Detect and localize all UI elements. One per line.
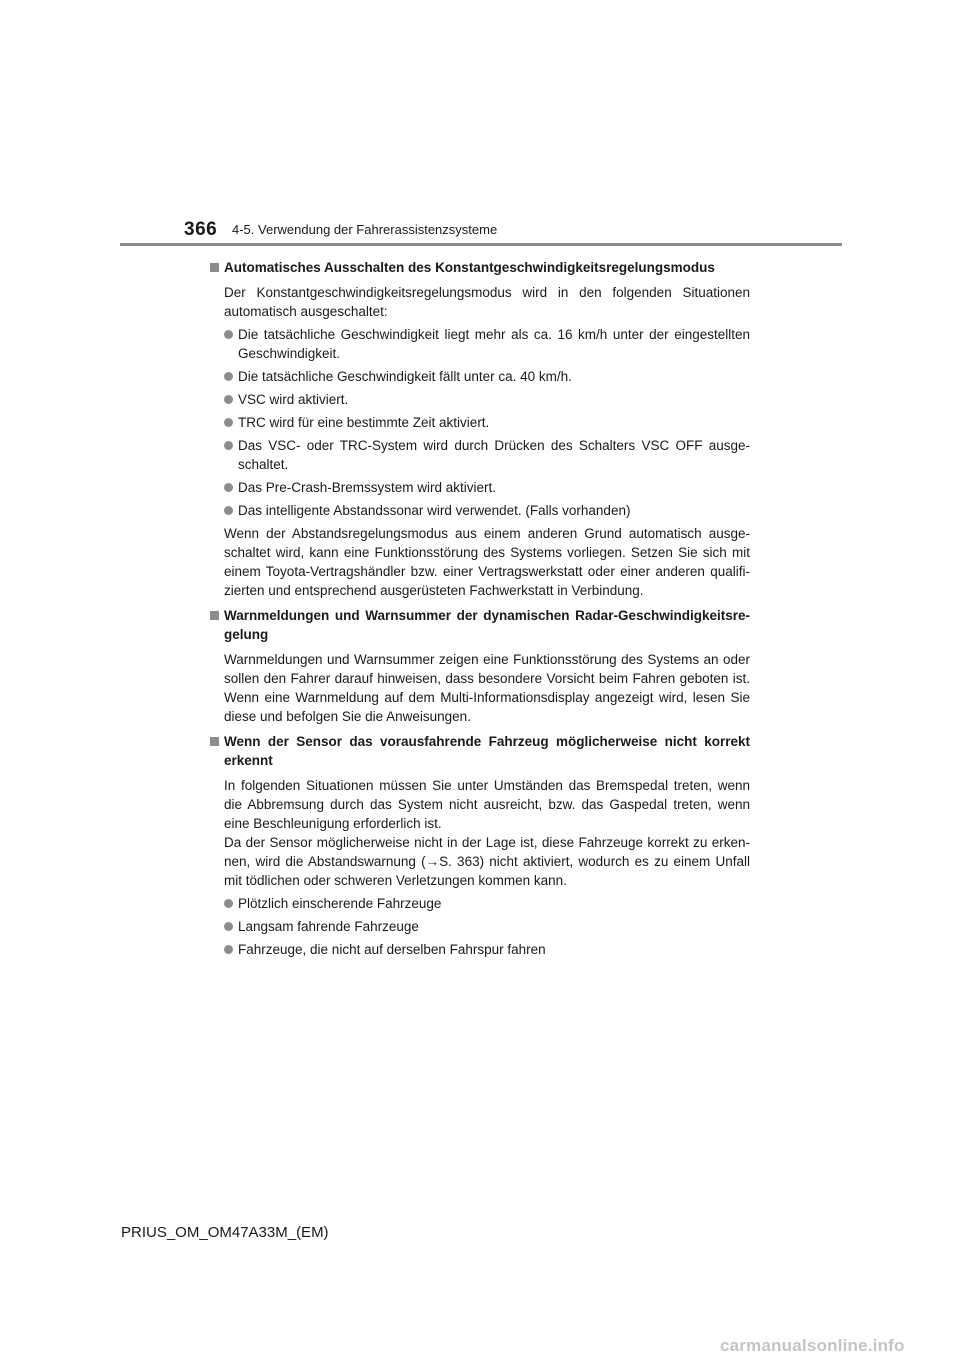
list-item (210, 894, 750, 913)
list-item-text: VSC wird aktiviert. (238, 392, 349, 407)
list-item-text: Das VSC- oder TRC-System wird durch Drücken des Schalters VSC OFF ausgeschaltet. (238, 438, 750, 472)
list-item (210, 367, 750, 386)
circle-bullet-icon (224, 372, 233, 381)
list-item (210, 917, 750, 936)
page-content (210, 252, 750, 963)
list-item (210, 436, 750, 474)
section-intro-continued: Da der Sensor möglicherweise nicht in der Lage ist, diese Fahrzeuge korrekt zu erkennen, wird die Abstandswarnung (→S. 363) nicht aktiviert, wodurch es zu einem Unfall mit tödlichen oder schweren Verletzungen kommen kann. (224, 835, 750, 888)
circle-bullet-icon (224, 922, 233, 931)
square-bullet-icon (210, 263, 219, 272)
list-item (210, 478, 750, 497)
circle-bullet-icon (224, 506, 233, 515)
section-intro: In folgenden Situationen müssen Sie unter Umständen das Bremspedal treten, wenn die Abbremsung durch das System nicht ausreicht, bzw. das Gaspedal treten, wenn eine Beschleunigung erforderlich ist. (224, 778, 750, 831)
list-item (210, 390, 750, 409)
list-item-text: Die tatsächliche Geschwindigkeit fällt unter ca. 40 km/h. (238, 369, 572, 384)
list-item-text: Plötzlich einscherende Fahrzeuge (238, 896, 442, 911)
circle-bullet-icon (224, 330, 233, 339)
list-item (210, 501, 750, 520)
list-item-text: Die tatsächliche Geschwindigkeit liegt mehr als ca. 16 km/h unter der eingestellten Geschwindigkeit. (238, 327, 750, 361)
list-item (210, 325, 750, 363)
circle-bullet-icon (224, 483, 233, 492)
section-intro: Der Konstantgeschwindigkeitsregelungsmodus wird in den folgenden Situationen automatisch ausgeschaltet: (224, 285, 750, 319)
square-bullet-icon (210, 611, 219, 620)
page-number: 366 (184, 219, 218, 240)
header-divider (120, 243, 842, 246)
circle-bullet-icon (224, 441, 233, 450)
section-heading-auto-off (210, 258, 750, 277)
list-item-text: Das intelligente Abstandssonar wird verwendet. (Falls vorhanden) (238, 503, 631, 518)
list-item-text: Das Pre-Crash-Bremssystem wird aktiviert. (238, 480, 497, 495)
list-item-text: Langsam fahrende Fahrzeuge (238, 919, 419, 934)
watermark: carmanualsonline.info (720, 1336, 905, 1355)
section-intro: Warnmeldungen und Warnsummer zeigen eine Funktionsstörung des Systems an oder sollen den Fahrer darauf hinweisen, dass besondere Vorsicht beim Fahren geboten ist. Wenn eine Warnmeldung auf dem Multi-Informationsdisplay angezeigt wird, lesen Sie diese und befolgen Sie die Anweisungen. (224, 652, 750, 724)
list-item (210, 940, 750, 959)
circle-bullet-icon (224, 945, 233, 954)
section-outro: Wenn der Abstandsregelungsmodus aus einem anderen Grund automatisch ausgeschaltet wird, kann eine Funktionsstörung des Systems vorliegen. Setzen Sie sich mit einem Toyota-Vertragshändler bzw. einer Vertragswerkstatt oder einer anderen qualifizierten und entsprechend ausgerüsteten Fachwerkstatt in Verbindung. (224, 526, 750, 598)
list-item-text: TRC wird für eine bestimmte Zeit aktiviert. (238, 415, 490, 430)
section-heading-text: Automatisches Ausschalten des Konstantgeschwindigkeitsregelungsmodus (224, 260, 715, 275)
circle-bullet-icon (224, 899, 233, 908)
circle-bullet-icon (224, 395, 233, 404)
chapter-title: 4-5. Verwendung der Fahrerassistenzsysteme (232, 222, 498, 237)
circle-bullet-icon (224, 418, 233, 427)
section-heading-text: Warnmeldungen und Warnsummer der dynamischen Radar-Geschwindigkeitsregelung (224, 608, 750, 642)
section-heading-text: Wenn der Sensor das vorausfahrende Fahrzeug möglicherweise nicht korrekt erkennt (224, 734, 750, 768)
list-item (210, 413, 750, 432)
square-bullet-icon (210, 737, 219, 746)
document-code: PRIUS_OM_OM47A33M_(EM) (121, 1224, 329, 1241)
section-heading-warnings (210, 606, 750, 644)
list-item-text: Fahrzeuge, die nicht auf derselben Fahrspur fahren (238, 942, 546, 957)
page-header (0, 0, 960, 250)
section-heading-sensor (210, 732, 750, 770)
